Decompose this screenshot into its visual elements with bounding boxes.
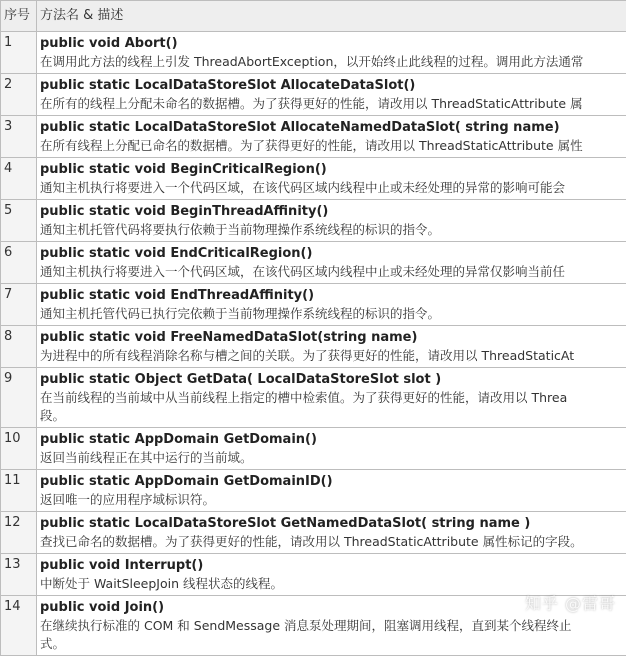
method-description: 在调用此方法的线程上引发 ThreadAbortException，以开始终止此线程的过程。调用此方法通常 <box>40 53 626 71</box>
method-signature: public static AppDomain GetDomain() <box>40 430 626 449</box>
row-content <box>37 200 626 242</box>
row-content <box>37 116 626 158</box>
row-number: 4 <box>1 158 37 200</box>
method-signature: public static void BeginThreadAffinity() <box>40 202 626 221</box>
method-description: 在继续执行标准的 COM 和 SendMessage 消息泵处理期间，阻塞调用线程，直到某个线程终止 <box>40 617 626 635</box>
method-description: 在所有线程上分配已命名的数据槽。为了获得更好的性能，请改用以 ThreadStaticAttribute 属性 <box>40 137 626 155</box>
table-row <box>1 284 626 326</box>
method-description: 通知主机执行将要进入一个代码区域，在该代码区域内线程中止或未经处理的异常的影响可能会 <box>40 179 626 197</box>
table-row <box>1 512 626 554</box>
row-number: 7 <box>1 284 37 326</box>
method-signature: public static LocalDataStoreSlot GetNamedDataSlot( string name ) <box>40 514 626 533</box>
method-description: 中断处于 WaitSleepJoin 线程状态的线程。 <box>40 575 626 593</box>
row-content <box>37 158 626 200</box>
method-description: 查找已命名的数据槽。为了获得更好的性能，请改用以 ThreadStaticAttribute 属性标记的字段。 <box>40 533 626 551</box>
row-number: 5 <box>1 200 37 242</box>
table-row <box>1 428 626 470</box>
method-description: 通知主机托管代码将要执行依赖于当前物理操作系统线程的标识的指令。 <box>40 221 626 239</box>
method-signature: public static LocalDataStoreSlot AllocateDataSlot() <box>40 76 626 95</box>
row-content <box>37 74 626 116</box>
row-number: 2 <box>1 74 37 116</box>
method-description: 通知主机执行将要进入一个代码区域，在该代码区域内线程中止或未经处理的异常仅影响当前任 <box>40 263 626 281</box>
method-description-continued: 式。 <box>40 635 626 653</box>
method-description: 返回当前线程正在其中运行的当前域。 <box>40 449 626 467</box>
table-row <box>1 74 626 116</box>
table-row <box>1 116 626 158</box>
table-row <box>1 326 626 368</box>
row-content <box>37 32 626 74</box>
method-description: 在当前线程的当前域中从当前线程上指定的槽中检索值。为了获得更好的性能，请改用以 Threa <box>40 389 626 407</box>
row-content <box>37 368 626 428</box>
row-content <box>37 242 626 284</box>
method-signature: public void Abort() <box>40 34 626 53</box>
row-content <box>37 470 626 512</box>
row-number: 11 <box>1 470 37 512</box>
method-signature: public static void BeginCriticalRegion() <box>40 160 626 179</box>
method-description-continued: 段。 <box>40 407 626 425</box>
table-row <box>1 242 626 284</box>
method-signature: public void Join() <box>40 598 626 617</box>
row-number: 13 <box>1 554 37 596</box>
row-number: 12 <box>1 512 37 554</box>
row-number: 14 <box>1 596 37 656</box>
method-signature: public static void EndThreadAffinity() <box>40 286 626 305</box>
method-signature: public static AppDomain GetDomainID() <box>40 472 626 491</box>
method-signature: public static void FreeNamedDataSlot(string name) <box>40 328 626 347</box>
method-description: 通知主机托管代码已执行完依赖于当前物理操作系统线程的标识的指令。 <box>40 305 626 323</box>
row-content <box>37 428 626 470</box>
row-number: 8 <box>1 326 37 368</box>
table-header-row <box>1 1 626 32</box>
method-description: 在所有的线程上分配未命名的数据槽。为了获得更好的性能，请改用以 ThreadStaticAttribute 属 <box>40 95 626 113</box>
table-row <box>1 158 626 200</box>
row-number: 3 <box>1 116 37 158</box>
row-content <box>37 284 626 326</box>
table-row <box>1 470 626 512</box>
row-content <box>37 554 626 596</box>
row-content <box>37 512 626 554</box>
method-signature: public static void EndCriticalRegion() <box>40 244 626 263</box>
row-number: 9 <box>1 368 37 428</box>
header-index: 序号 <box>1 1 37 32</box>
header-method-desc: 方法名 & 描述 <box>37 1 626 32</box>
method-description: 为进程中的所有线程消除名称与槽之间的关联。为了获得更好的性能，请改用以 ThreadStaticAt <box>40 347 626 365</box>
watermark: 知乎 @雷哥 <box>525 591 616 614</box>
table-row <box>1 200 626 242</box>
table-row <box>1 32 626 74</box>
method-signature: public static Object GetData( LocalDataStoreSlot slot ) <box>40 370 626 389</box>
method-signature: public static LocalDataStoreSlot AllocateNamedDataSlot( string name) <box>40 118 626 137</box>
method-signature: public void Interrupt() <box>40 556 626 575</box>
method-description: 返回唯一的应用程序域标识符。 <box>40 491 626 509</box>
row-number: 6 <box>1 242 37 284</box>
table-row <box>1 368 626 428</box>
row-number: 10 <box>1 428 37 470</box>
row-number: 1 <box>1 32 37 74</box>
row-content <box>37 326 626 368</box>
table-row <box>1 554 626 596</box>
